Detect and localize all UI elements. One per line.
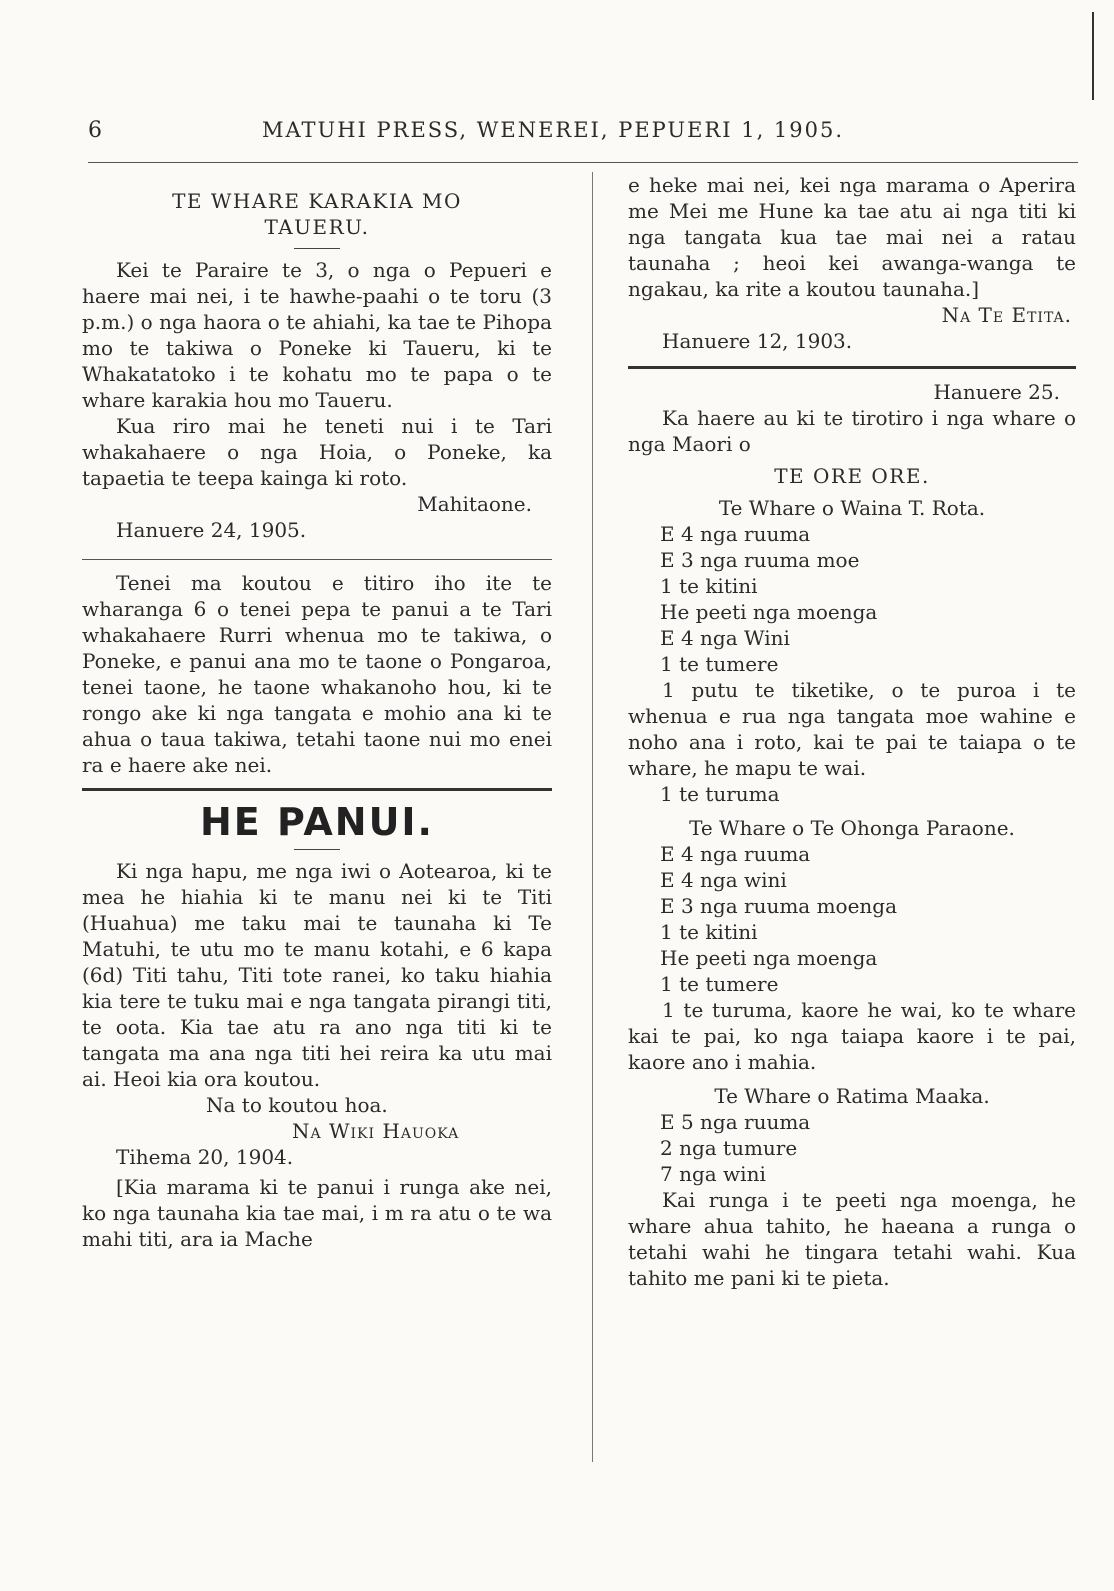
- editor-note: [Kia marama ki te panui i runga ake nei, ko nga taunaha kia tae mai, i m ra atu o te wa mahi titi, ara ia Mache: [82, 1175, 552, 1251]
- list-item: 7 nga wini: [660, 1162, 766, 1186]
- report-date: Hanuere 25.: [933, 380, 1060, 404]
- title-short-rule: [294, 849, 340, 850]
- article-signature: Mahitaone.: [417, 492, 532, 516]
- notice-closing: Na to koutou hoa.: [206, 1093, 388, 1117]
- list-item: E 5 nga ruuma: [660, 1110, 811, 1134]
- list-item: 1 te turuma: [660, 782, 780, 806]
- house-note: Kai runga i te peeti nga moenga, he whare ahua tahito, he haeana a runga o tetahi wahi he tingara tetahi wahi. Kua tahito me pani ki te pieta.: [628, 1188, 1076, 1290]
- list-item: 2 nga tumure: [660, 1136, 798, 1160]
- notice-signature: Na Wiki Hauoka: [292, 1119, 460, 1143]
- page-edge-line: [1092, 12, 1094, 100]
- section-rule: [82, 559, 552, 560]
- notice-heading: HE PANUI.: [200, 800, 434, 844]
- right-column: [628, 172, 1076, 1291]
- list-item: He peeti nga moenga: [660, 946, 878, 970]
- list-item: E 4 nga ruuma: [660, 842, 811, 866]
- list-item: E 3 nga ruuma moe: [660, 548, 860, 572]
- list-item: 1 te tumere: [660, 652, 779, 676]
- article-date: Hanuere 24, 1905.: [116, 518, 307, 542]
- list-item: 1 te tumere: [660, 972, 779, 996]
- house-title: Te Whare o Waina T. Rota.: [718, 496, 986, 520]
- article-paragraph: Ki nga hapu, me nga iwi o Aotearoa, ki te mea he hiahia ki te manu nei ki te Titi (Huahua) me taku mai te taunaha ki Te Matuhi, te utu mo te manu kotahi, e 6 kapa (6d) Titi tahu, Titi tote ranei, ko taku hiahia kia tere te tuku mai e nga tangata pirangi titi, te oota. Kia tae atu ra ano nga titi ki te tangata ma ana nga titi hei reira ka utu mai ai. Heoi kia ora koutou.: [82, 859, 552, 1091]
- list-item: E 4 nga ruuma: [660, 522, 811, 546]
- continued-paragraph: e heke mai nei, kei nga marama o Aperira me Mei me Hune ka tae atu ai nga titi ki nga tangata kua tae mai nei a ratau taunaha ; heoi kei awanga-wanga te ngakau, ka rite a koutou taunaha.]: [628, 173, 1076, 301]
- section-rule-thick: [628, 366, 1076, 369]
- list-item: E 4 nga wini: [660, 868, 787, 892]
- article-title-church: TE WHARE KARAKIA MO TAUERU.: [172, 189, 462, 239]
- column-divider: [592, 172, 593, 1462]
- notice-date: Tihema 20, 1904.: [116, 1145, 294, 1169]
- house-title: Te Whare o Te Ohonga Paraone.: [689, 816, 1015, 840]
- list-item: E 4 nga Wini: [660, 626, 790, 650]
- left-column: [82, 172, 552, 1252]
- house-note: 1 te turuma, kaore he wai, ko te whare kai te pai, ko nga taiapa kaore i te pai, kaore ano i mahia.: [628, 998, 1076, 1074]
- report-intro: Ka haere au ki te tirotiro i nga whare o nga Maori o: [628, 406, 1076, 456]
- article-paragraph: Kua riro mai he teneti nui i te Tari whakahaere o nga Hoia, o Poneke, ka tapaetia te teepa kainga ki roto.: [82, 414, 552, 490]
- list-item: He peeti nga moenga: [660, 600, 878, 624]
- page-number: 6: [88, 118, 102, 143]
- running-title: MATUHI PRESS, WENEREI, PEPUERI 1, 1905.: [262, 118, 845, 142]
- house-note: 1 putu te tiketike, o te puroa i te whenua e rua nga tangata moe wahine e noho ana i roto, kai te pai te taiapa o te whare, he mapu te wai.: [628, 678, 1076, 780]
- section-rule-thick: [82, 788, 552, 791]
- house-title: Te Whare o Ratima Maaka.: [714, 1084, 990, 1108]
- list-item: E 3 nga ruuma moenga: [660, 894, 898, 918]
- header-rule: [88, 162, 1078, 163]
- list-item: 1 te kitini: [660, 574, 758, 598]
- list-item: 1 te kitini: [660, 920, 758, 944]
- article-paragraph: Tenei ma koutou e titiro iho ite te wharanga 6 o tenei pepa te panui a te Tari whakahaere Rurri whenua mo te takiwa, o Poneke, e panui ana mo te taone o Pongaroa, tenei taone, he taone whakanoho hou, ki te rongo ake ki nga tangata e mohio ana ki te ahua o taua takiwa, tetahi taone nui mo enei ra e haere ake nei.: [82, 571, 552, 777]
- title-short-rule: [294, 248, 340, 249]
- report-place: TE ORE ORE.: [774, 464, 930, 488]
- editor-date: Hanuere 12, 1903.: [662, 329, 853, 353]
- editor-signature: Na Te Etita.: [941, 303, 1072, 327]
- article-paragraph: Kei te Paraire te 3, o nga o Pepueri e haere mai nei, i te hawhe-paahi o te toru (3 p.m.) o nga haora o te ahiahi, ka tae te Pihopa mo te takiwa o Poneke ki Taueru, ki te Whakatatoko i te kohatu mo te papa o te whare karakia hou mo Taueru.: [82, 258, 552, 412]
